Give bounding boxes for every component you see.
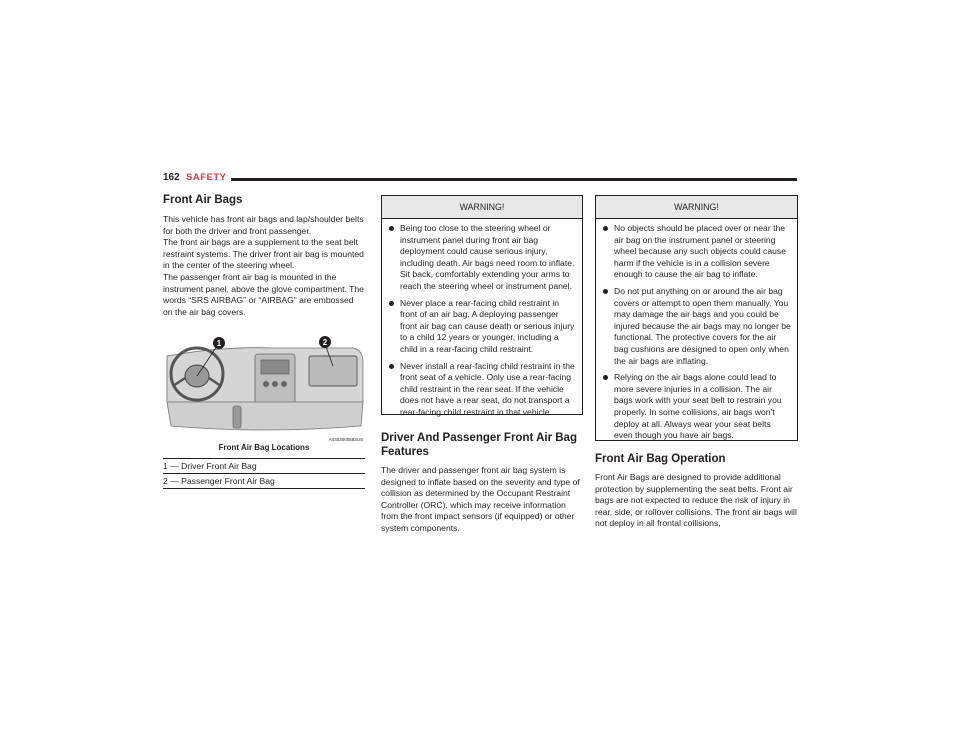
heading-front-air-bag-operation: Front Air Bag Operation [595,453,726,465]
paragraph: Front Air Bags are designed to provide additional protection by supplementing the seat belts. Front air bags are not expected to reduce the risk of injury in rear, side, or rollover collisions. The front air bags will not deploy in all frontal collisions, [595,472,797,529]
dashboard-illustration [163,334,365,444]
heading-front-air-bags: Front Air Bags [163,194,243,206]
paragraph: This vehicle has front air bags and lap/shoulder belts for both the driver and front passenger. [163,214,364,236]
column-front-air-bags [163,193,365,318]
warning-item: Relying on the air bags alone could lead to more severe injuries in a collision. The air bags work with your seat belt to restrain you properly. In some collisions, air bags won’t deploy at all. Always wear your seat belts even though you have air bags. [602,372,791,442]
warning-item: Being too close to the steering wheel or instrument panel during front air bag deployment could cause serious injury, including death. Air bags need room to inflate. Sit back, comfortably extending your arms to reach the steering wheel or instrument panel. [388,223,576,293]
airbag-locations-figure [163,334,365,444]
bullet-icon [603,289,608,294]
column-front-air-bag-features [381,431,582,535]
figure-legend [163,458,365,489]
paragraph: The driver and passenger front air bag system is designed to inflate based on the severity and type of collision as determined by the Occupant Restraint Controller (ORC), which may receive information from the front impact sensors (if equipped) or other system components. [381,465,580,533]
warning-item: Do not put anything on or around the air bag covers or attempt to open them manually. You may damage the air bags and you could be injured because the air bags may no longer be functional. The protective covers for the air bag cushions are designed to open only when the air bags are inflating. [602,286,791,367]
warning-box [381,195,583,415]
heading-front-air-bag-features: Driver And Passenger Front Air Bag Features [381,432,577,458]
callout-1: 1 [216,339,222,348]
warning-title: WARNING! [596,196,797,219]
callout-2: 2 [322,338,328,347]
warning-item: Never install a rear-facing child restraint in the front seat of a vehicle. Only use a rear-facing child restraint in the rear seat. If the vehicle does not have a rear seat, do not transport a rear-facing child restraint in that vehicle. [388,361,576,419]
warning-item: Never place a rear-facing child restraint in front of an air bag. A deploying passenger front air bag can cause death or serious injury to a child 12 years or younger, including a child in a rear-facing child restraint. [388,298,576,356]
figure-caption: Front Air Bag Locations [218,443,310,452]
page-header [163,172,797,186]
header-rule [231,178,797,181]
warning-title: WARNING! [382,196,582,219]
section-title: SAFETY [186,172,227,183]
legend-item: 1 — Driver Front Air Bag [163,458,365,473]
warning-box [595,195,798,441]
bullet-icon [603,375,608,380]
bullet-icon [389,364,394,369]
bullet-icon [603,226,608,231]
column-front-air-bag-operation [595,452,797,530]
image-code: A0303000583US [328,437,363,442]
paragraph: The passenger front air bag is mounted in the instrument panel, above the glove compartment. The words “SRS AIRBAG” or “AIRBAG” are embossed on the air bag covers. [163,271,364,317]
bullet-icon [389,226,394,231]
legend-item: 2 — Passenger Front Air Bag [163,473,365,489]
page-number: 162 [163,172,180,183]
warning-item: No objects should be placed over or near the air bag on the instrument panel or steering wheel because any such objects could cause harm if the vehicle is in a collision severe enough to cause the air bag to inflate. [602,223,791,281]
bullet-icon [389,301,394,306]
paragraph: The front air bags are a supplement to the seat belt restraint systems. The driver front air bag is mounted in the center of the steering wheel. [163,237,364,271]
